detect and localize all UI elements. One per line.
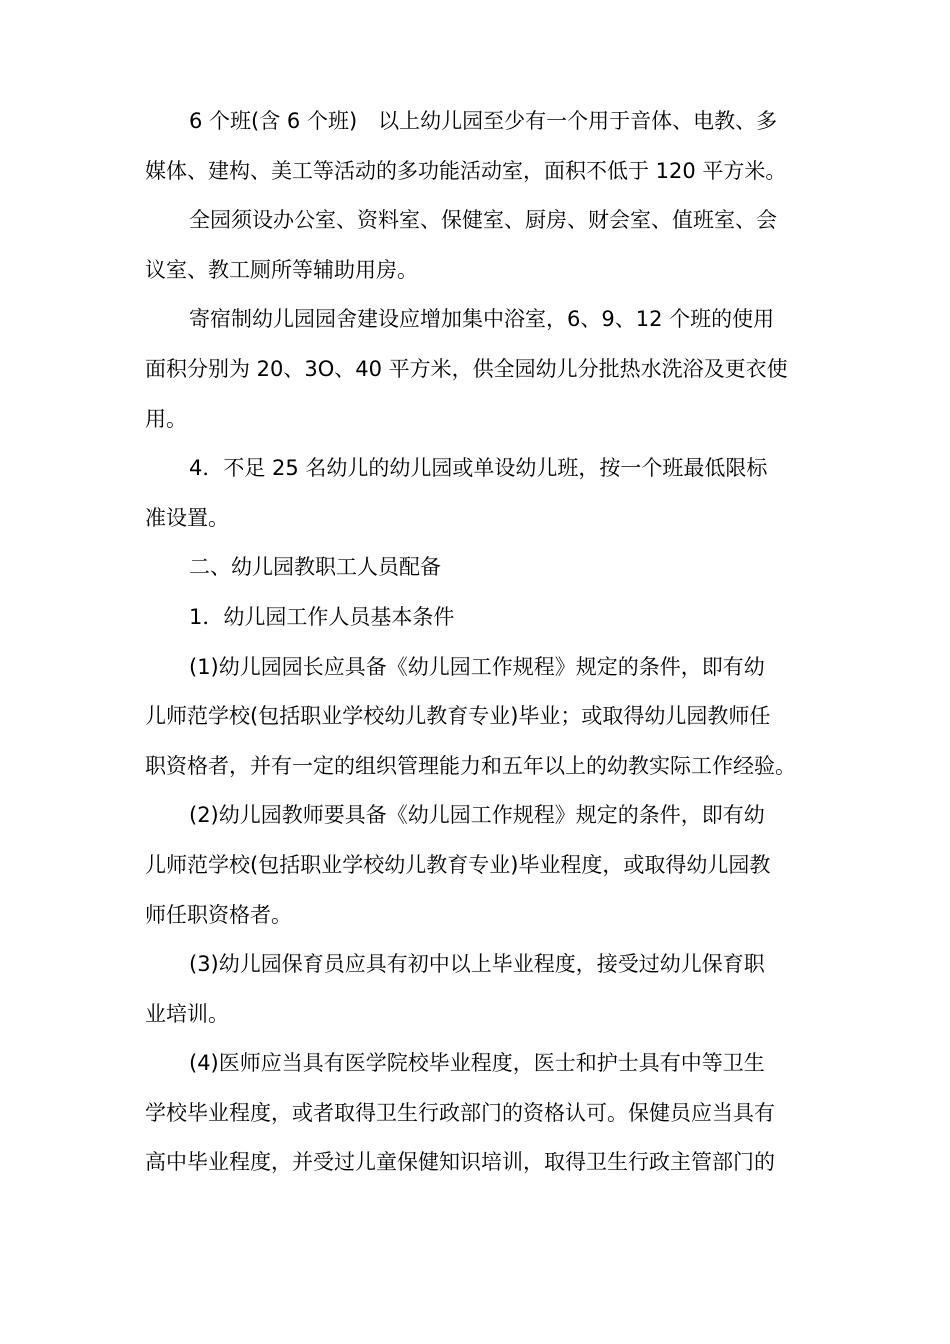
- text-line: 面积分别为 20、3O、40 平方米，供全园幼儿分批热水洗浴及更衣使: [145, 356, 788, 381]
- text-line: (2)幼儿园教师要具备《幼儿园工作规程》规定的条件，即有幼: [189, 803, 765, 828]
- text-line: 高中毕业程度，并受过儿童保健知识培训，取得卫生行政主管部门的: [145, 1150, 775, 1175]
- text-line: 6 个班(含 6 个班) 以上幼儿园至少有一个用于音体、电教、多: [189, 109, 778, 133]
- text-line: 准设置。: [145, 505, 229, 530]
- text-line: (4)医师应当具有医学院校毕业程度，医士和护士具有中等卫生: [189, 1051, 765, 1076]
- text-line: 学校毕业程度，或者取得卫生行政部门的资格认可。保健员应当具有: [145, 1100, 775, 1125]
- paragraph: [145, 543, 815, 593]
- paragraph: [145, 643, 815, 792]
- text-line: 二、幼儿园教职工人员配备: [189, 555, 441, 580]
- text-line: (3)幼儿园保育员应具有初中以上毕业程度，接受过幼儿保育职: [189, 952, 765, 977]
- text-line: 用。: [145, 406, 187, 431]
- text-line: (1)幼儿园园长应具备《幼儿园工作规程》规定的条件，即有幼: [189, 654, 765, 679]
- paragraph: [145, 593, 815, 643]
- text-line: 寄宿制幼儿园园舍建设应增加集中浴室，6、9、12 个班的使用: [189, 307, 775, 332]
- text-line: 师任职资格者。: [145, 902, 292, 927]
- text-line: 儿师范学校(包括职业学校幼儿教育专业)毕业程度，或取得幼儿园教: [145, 852, 771, 877]
- text-line: 业培训。: [145, 1001, 229, 1026]
- paragraph: [145, 1039, 815, 1188]
- paragraph: [145, 97, 815, 196]
- text-line: 全园须设办公室、资料室、保健室、厨房、财会室、值班室、会: [189, 208, 777, 233]
- text-line: 1．幼儿园工作人员基本条件: [189, 604, 455, 629]
- text-line: 职资格者，并有一定的组织管理能力和五年以上的幼教实际工作经验。: [145, 753, 796, 778]
- paragraph: [145, 295, 815, 444]
- paragraph: [145, 196, 815, 295]
- text-line: 4．不足 25 名幼儿的幼儿园或单设幼儿班，按一个班最低限标: [189, 456, 768, 481]
- text-line: 媒体、建构、美工等活动的多功能活动室，面积不低于 120 平方米。: [145, 158, 787, 183]
- paragraph: [145, 791, 815, 940]
- paragraph: [145, 444, 815, 543]
- paragraph: [145, 940, 815, 1039]
- text-line: 儿师范学校(包括职业学校幼儿教育专业)毕业；或取得幼儿园教师任: [145, 704, 771, 729]
- document-body: [145, 97, 815, 1188]
- text-line: 议室、教工厕所等辅助用房。: [145, 257, 418, 282]
